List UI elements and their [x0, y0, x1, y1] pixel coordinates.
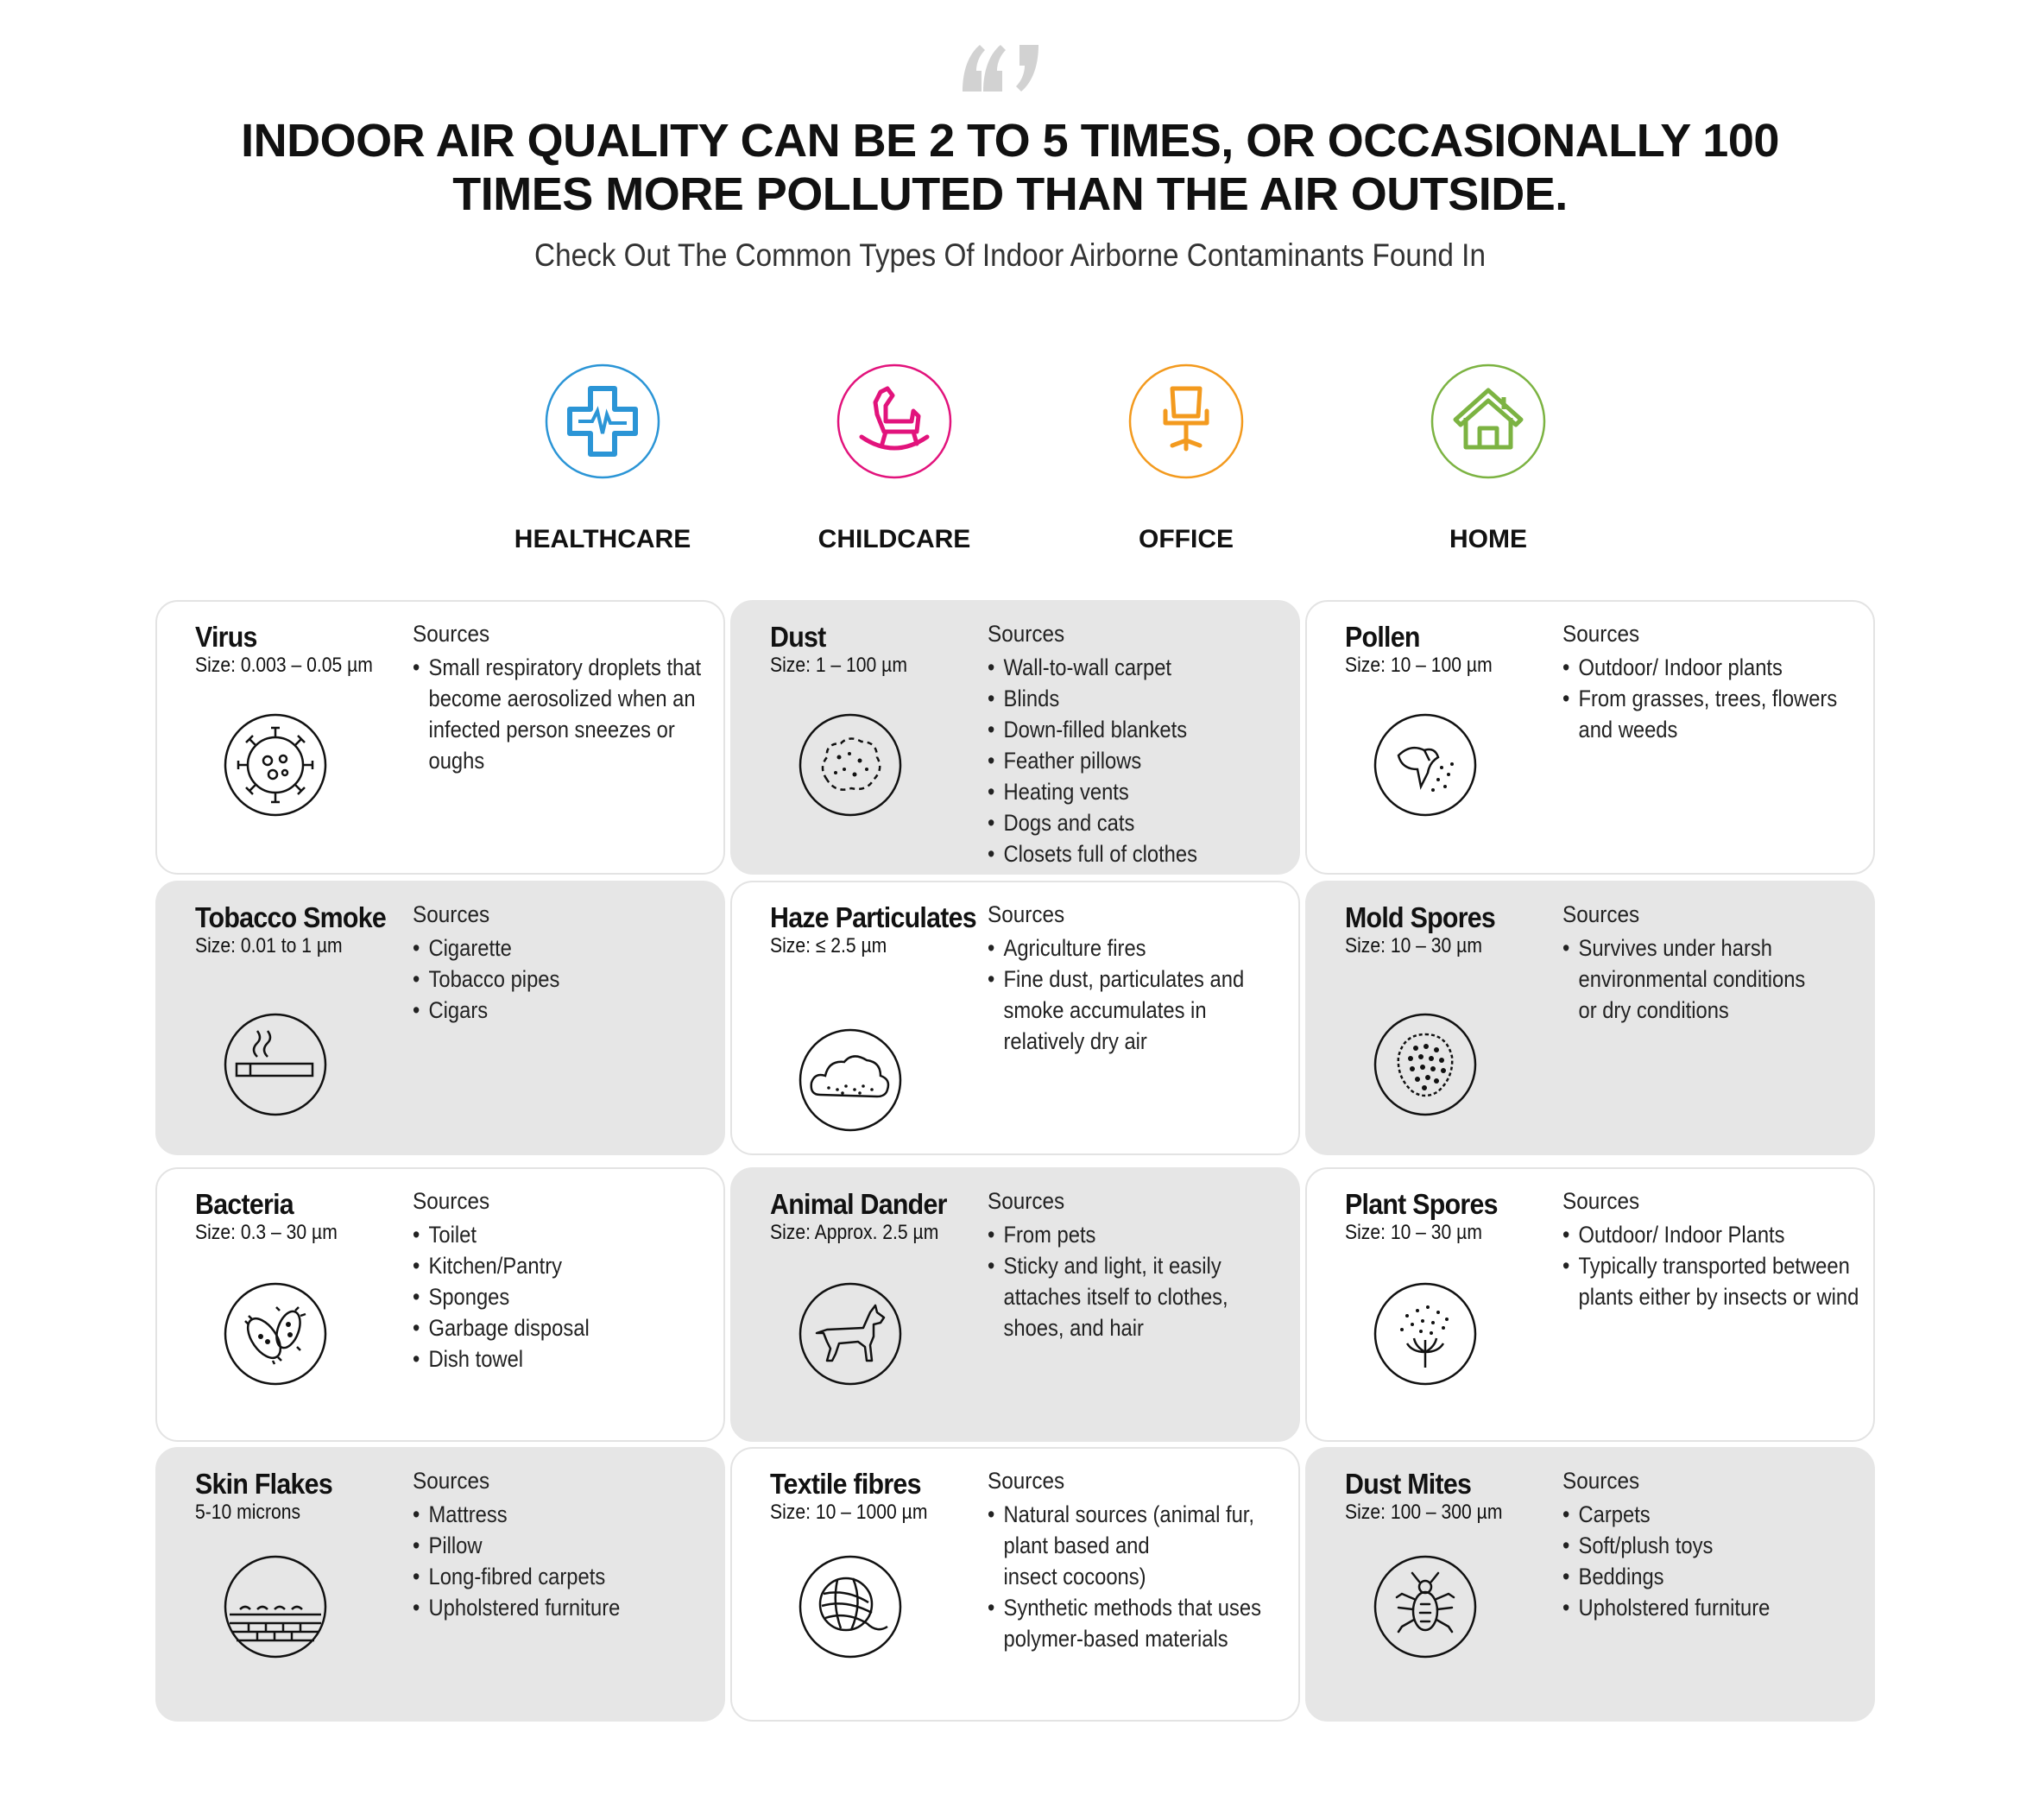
source-item: attaches itself to clothes,	[1003, 1284, 1228, 1310]
sources-list	[413, 652, 715, 776]
source-item: • Dish towel	[413, 1343, 716, 1374]
sources-label: Sources	[988, 901, 1065, 927]
contaminant-name: Bacteria	[195, 1188, 294, 1220]
sources-list	[988, 652, 1290, 869]
contaminant-card-textile-fibres	[730, 1447, 1300, 1722]
source-item: plants either by insects or wind	[1578, 1284, 1859, 1310]
headline-line-1: INDOOR AIR QUALITY CAN BE 2 TO 5 TIMES, OR OCCASIONALLY 100	[241, 115, 1779, 167]
dust-mite-icon	[1373, 1554, 1478, 1659]
virus-icon	[223, 712, 328, 818]
source-item: plant based and	[1003, 1532, 1150, 1558]
source-item: • Cigars	[413, 995, 716, 1026]
contaminant-card-tobacco-smoke	[155, 881, 725, 1155]
contaminant-name: Animal Dander	[770, 1188, 947, 1220]
sources-list	[413, 932, 715, 1026]
source-item: • Agriculture fires	[988, 932, 1291, 964]
sources-label: Sources	[1562, 1468, 1640, 1494]
source-item: • Sponges	[413, 1281, 716, 1312]
contaminant-name: Virus	[195, 621, 257, 653]
sources-label: Sources	[988, 1468, 1065, 1494]
sources-label: Sources	[413, 1468, 490, 1494]
sources-label: Sources	[413, 901, 490, 927]
source-item: • Outdoor/ Indoor plants	[1562, 652, 1866, 683]
source-item: • Survives under harsh	[1562, 932, 1866, 964]
sources-list	[988, 1499, 1290, 1654]
cigarette-icon	[223, 1012, 328, 1117]
sources-label: Sources	[1562, 901, 1640, 927]
contaminant-name: Plant Spores	[1345, 1188, 1498, 1220]
contaminant-size: Size: 10 – 100 µm	[1345, 654, 1493, 677]
contaminant-card-bacteria	[155, 1167, 725, 1442]
sources-label: Sources	[1562, 621, 1640, 647]
contaminant-size: Size: 10 – 30 µm	[1345, 1221, 1482, 1244]
pollen-icon	[1373, 712, 1478, 818]
contaminant-size: Size: 100 – 300 µm	[1345, 1501, 1503, 1524]
quote-marks-icon	[959, 33, 1042, 102]
dust-icon	[798, 712, 903, 818]
category-home	[1359, 363, 1618, 554]
sources-label: Sources	[413, 621, 490, 647]
headline-line-2: TIMES MORE POLLUTED THAN THE AIR OUTSIDE.	[452, 168, 1568, 220]
source-item: • Outdoor/ Indoor Plants	[1562, 1219, 1866, 1250]
contaminant-name: Tobacco Smoke	[195, 901, 387, 933]
source-item: • Garbage disposal	[413, 1312, 716, 1343]
source-item: or dry conditions	[1578, 997, 1729, 1023]
contaminant-size: Size: 10 – 30 µm	[1345, 934, 1482, 957]
medical-cross-icon	[544, 363, 661, 480]
category-healthcare	[473, 363, 732, 554]
contaminant-size: Size: 0.3 – 30 µm	[195, 1221, 338, 1244]
contaminant-name: Pollen	[1345, 621, 1420, 653]
yarn-ball-icon	[798, 1554, 903, 1659]
contaminant-card-dust-mites	[1305, 1447, 1875, 1722]
rocking-horse-icon	[836, 363, 953, 480]
sources-list	[413, 1499, 715, 1623]
contaminant-name: Dust Mites	[1345, 1468, 1472, 1500]
source-item: • Upholstered furniture	[413, 1592, 716, 1623]
source-item: become aerosolized when an	[428, 686, 696, 711]
sources-list	[1562, 652, 1865, 745]
source-item: • Wall-to-wall carpet	[988, 652, 1291, 683]
contaminant-size: Size: ≤ 2.5 µm	[770, 934, 887, 957]
contaminant-size: Size: 0.01 to 1 µm	[195, 934, 343, 957]
dog-icon	[798, 1281, 903, 1387]
source-item: • Sticky and light, it easily	[988, 1250, 1291, 1281]
source-item: • Synthetic methods that uses	[988, 1592, 1291, 1623]
subtitle: Check Out The Common Types Of Indoor Airborne Contaminants Found In	[534, 237, 1486, 273]
source-item: • Closets full of clothes	[988, 838, 1291, 869]
source-item: • From pets	[988, 1219, 1291, 1250]
source-item: smoke accumulates in	[1003, 997, 1207, 1023]
contaminant-name: Dust	[770, 621, 826, 653]
sources-list	[988, 1219, 1290, 1343]
sources-label: Sources	[413, 1188, 490, 1214]
contaminant-card-plant-spores	[1305, 1167, 1875, 1442]
house-icon	[1430, 363, 1547, 480]
source-item: • Kitchen/Pantry	[413, 1250, 716, 1281]
source-item: • Natural sources (animal fur,	[988, 1499, 1291, 1530]
contaminant-name: Mold Spores	[1345, 901, 1496, 933]
source-item: • Upholstered furniture	[1562, 1592, 1866, 1623]
category-label: HOME	[1449, 525, 1527, 553]
contaminant-size: Size: 0.003 – 0.05 µm	[195, 654, 373, 677]
sources-label: Sources	[988, 621, 1065, 647]
category-childcare	[765, 363, 1024, 554]
source-item: • Mattress	[413, 1499, 716, 1530]
contaminant-card-pollen	[1305, 600, 1875, 875]
sources-list	[413, 1219, 715, 1374]
contaminant-size: Size: Approx. 2.5 µm	[770, 1221, 939, 1244]
contaminant-size: Size: 10 – 1000 µm	[770, 1501, 928, 1524]
source-item: infected person sneezes or	[428, 717, 675, 743]
source-item: • Small respiratory droplets that	[413, 652, 716, 683]
mold-spore-icon	[1373, 1012, 1478, 1117]
contaminant-card-dust	[730, 600, 1300, 875]
category-office	[1057, 363, 1316, 554]
sources-label: Sources	[988, 1188, 1065, 1214]
sources-list	[1562, 1499, 1865, 1623]
source-item: • Dogs and cats	[988, 807, 1291, 838]
source-item: • Cigarette	[413, 932, 716, 964]
source-item: • Pillow	[413, 1530, 716, 1561]
source-item: • Blinds	[988, 683, 1291, 714]
contaminant-size: 5-10 microns	[195, 1501, 301, 1524]
source-item: • Typically transported between	[1562, 1250, 1866, 1281]
source-item: • Toilet	[413, 1219, 716, 1250]
category-label: HEALTHCARE	[514, 525, 691, 553]
source-item: • Fine dust, particulates and	[988, 964, 1291, 995]
source-item: • Tobacco pipes	[413, 964, 716, 995]
office-chair-icon	[1127, 363, 1245, 480]
contaminant-card-animal-dander	[730, 1167, 1300, 1442]
skin-layers-icon	[223, 1554, 328, 1659]
contaminant-name: Skin Flakes	[195, 1468, 332, 1500]
contaminant-card-virus	[155, 600, 725, 875]
source-item: and weeds	[1578, 717, 1678, 743]
sources-list	[1562, 932, 1865, 1026]
sources-label: Sources	[1562, 1188, 1640, 1214]
source-item: insect cocoons)	[1003, 1564, 1146, 1589]
contaminant-card-skin-flakes	[155, 1447, 725, 1722]
source-item: • Heating vents	[988, 776, 1291, 807]
source-item: • From grasses, trees, flowers	[1562, 683, 1866, 714]
source-item: • Down-filled blankets	[988, 714, 1291, 745]
source-item: relatively dry air	[1003, 1028, 1147, 1054]
source-item: • Feather pillows	[988, 745, 1291, 776]
category-label: OFFICE	[1139, 525, 1234, 553]
haze-cloud-icon	[798, 1027, 903, 1133]
contaminant-name: Textile fibres	[770, 1468, 921, 1500]
source-item: environmental conditions	[1578, 966, 1806, 992]
source-item: oughs	[428, 748, 485, 774]
headline	[233, 114, 1787, 221]
source-item: • Beddings	[1562, 1561, 1866, 1592]
sources-list	[1562, 1219, 1865, 1312]
contaminant-card-haze-particulates	[730, 881, 1300, 1155]
contaminant-card-mold-spores	[1305, 881, 1875, 1155]
plant-spore-icon	[1373, 1281, 1478, 1387]
bacteria-icon	[223, 1281, 328, 1387]
source-item: • Carpets	[1562, 1499, 1866, 1530]
sources-list	[988, 932, 1290, 1057]
category-label: CHILDCARE	[817, 525, 971, 553]
source-item: • Soft/plush toys	[1562, 1530, 1866, 1561]
source-item: • Long-fibred carpets	[413, 1561, 716, 1592]
source-item: polymer-based materials	[1003, 1626, 1228, 1652]
contaminant-size: Size: 1 – 100 µm	[770, 654, 907, 677]
source-item: shoes, and hair	[1003, 1315, 1144, 1341]
contaminant-name: Haze Particulates	[770, 901, 976, 933]
